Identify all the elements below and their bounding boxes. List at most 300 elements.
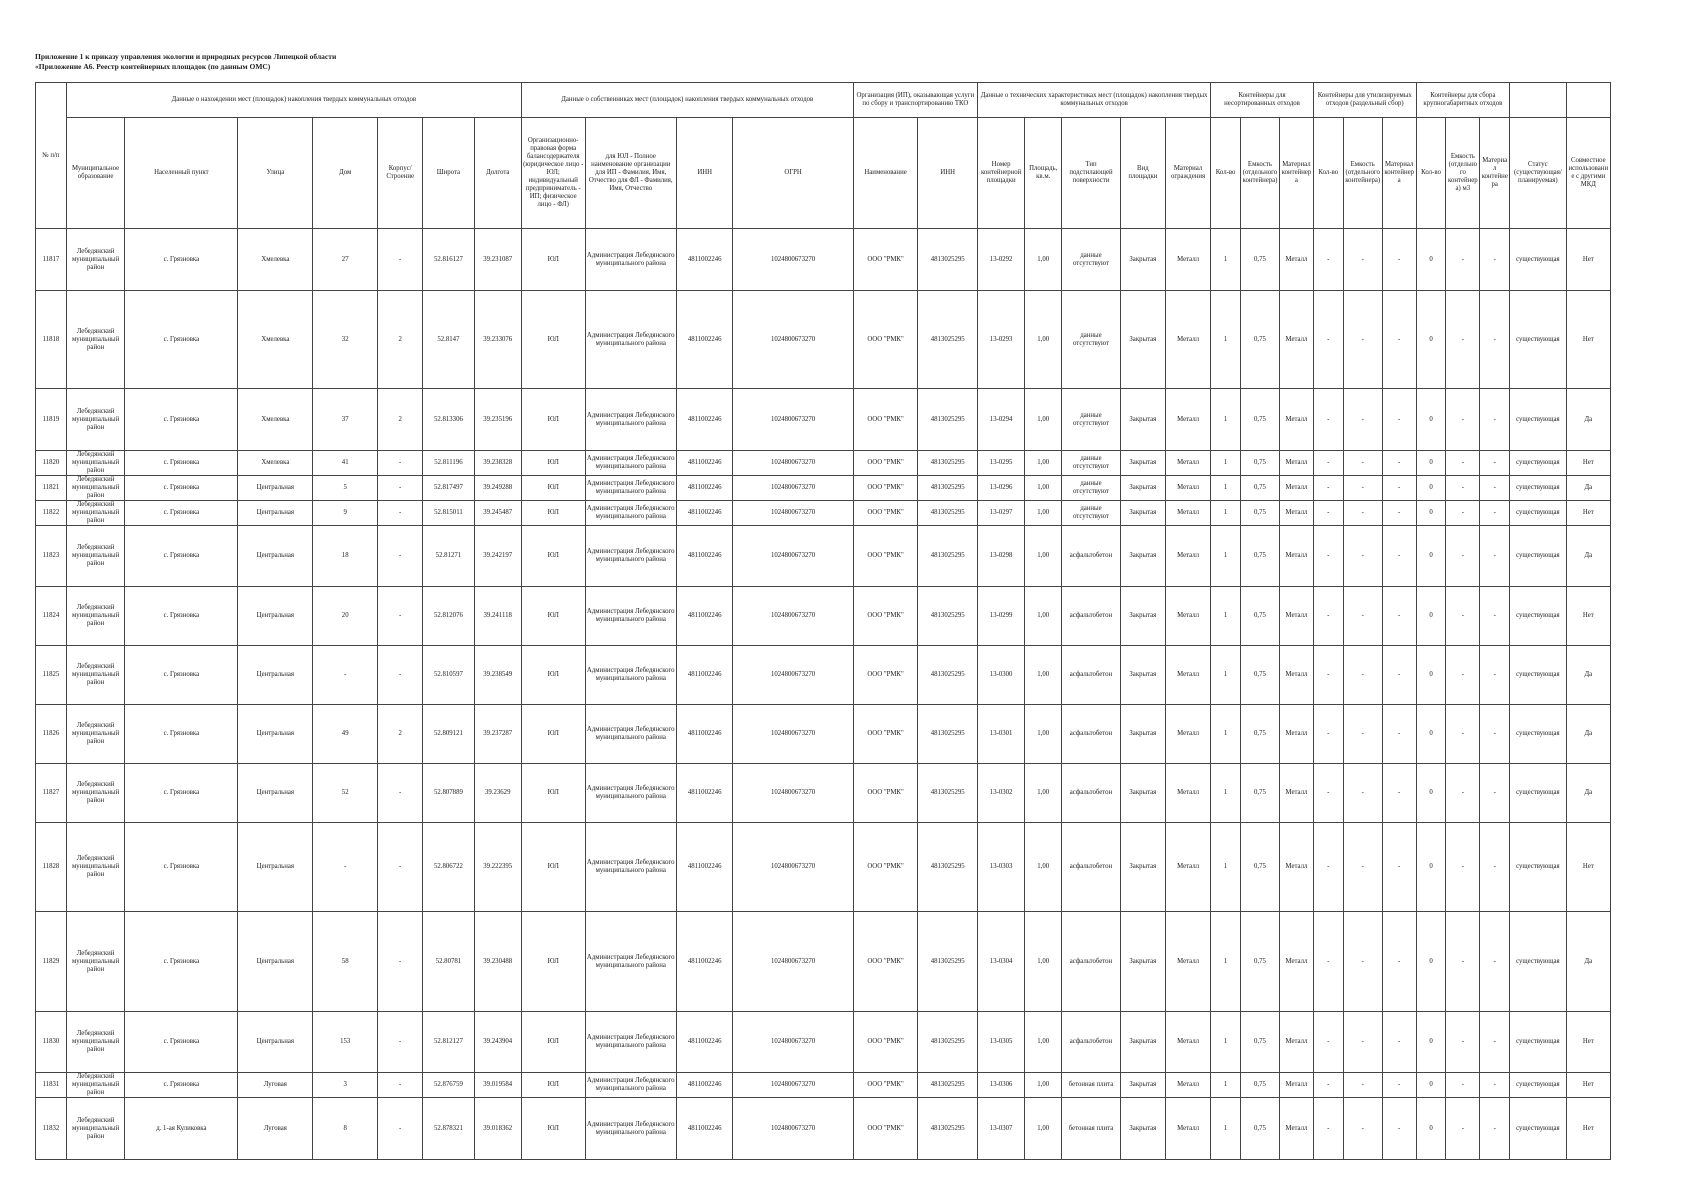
cell-mo: Лебедянский муниципальный район [66, 291, 125, 389]
cell-v1: 0,75 [1240, 646, 1279, 705]
cell-v2: - [1343, 389, 1382, 451]
cell-site: 13-0298 [978, 526, 1025, 587]
cell-m2: - [1382, 291, 1416, 389]
cell-form: ЮЛ [521, 823, 585, 912]
cell-m1: Металл [1279, 1098, 1313, 1160]
group-header-technical: Данные о технических характеристиках мест (площадок) накопления твердых коммунальных отходов [978, 83, 1211, 118]
cell-surf: данные отсутствуют [1062, 451, 1121, 476]
cell-m1: Металл [1279, 587, 1313, 646]
cell-site: 13-0299 [978, 587, 1025, 646]
cell-street: Центральная [238, 912, 313, 1012]
cell-v2: - [1343, 1012, 1382, 1073]
cell-m3: - [1480, 526, 1510, 587]
cell-inn: 4811002246 [676, 1098, 733, 1160]
cell-c1: 1 [1211, 646, 1241, 705]
col-header-building: Корпус/Строение [378, 118, 423, 229]
cell-lat: 52.806722 [423, 823, 474, 912]
cell-owner: Администрация Лебедянского муниципального района [585, 476, 676, 501]
cell-area: 1,00 [1025, 587, 1062, 646]
cell-c1: 1 [1211, 1098, 1241, 1160]
cell-shared: Нет [1566, 501, 1610, 526]
cell-bld: - [378, 1098, 423, 1160]
cell-type: Закрытая [1120, 501, 1165, 526]
col-header-fence: Материал ограждения [1165, 118, 1210, 229]
cell-c1: 1 [1211, 587, 1241, 646]
cell-owner: Администрация Лебедянского муниципального района [585, 1012, 676, 1073]
cell-street: Центральная [238, 823, 313, 912]
cell-m3: - [1480, 389, 1510, 451]
cell-ogrn: 1024800673270 [733, 764, 853, 823]
cell-c1: 1 [1211, 705, 1241, 764]
cell-ogrn: 1024800673270 [733, 389, 853, 451]
cell-street: Центральная [238, 476, 313, 501]
cell-fence: Металл [1165, 705, 1210, 764]
cell-inn: 4811002246 [676, 229, 733, 291]
cell-street: Центральная [238, 764, 313, 823]
cell-bld: - [378, 229, 423, 291]
cell-surf: данные отсутствуют [1062, 389, 1121, 451]
cell-site: 13-0304 [978, 912, 1025, 1012]
cell-type: Закрытая [1120, 705, 1165, 764]
cell-opinn: 4813025295 [918, 823, 978, 912]
cell-m3: - [1480, 476, 1510, 501]
cell-fence: Металл [1165, 389, 1210, 451]
cell-mo: Лебедянский муниципальный район [66, 229, 125, 291]
cell-c1: 1 [1211, 1073, 1241, 1098]
cell-op: ООО "РМК" [853, 389, 918, 451]
cell-c1: 1 [1211, 291, 1241, 389]
cell-form: ЮЛ [521, 646, 585, 705]
cell-c3: 0 [1416, 587, 1446, 646]
cell-num: 11818 [36, 291, 67, 389]
cell-np: с. Грязновка [125, 526, 238, 587]
cell-v3: - [1446, 1073, 1480, 1098]
cell-mo: Лебедянский муниципальный район [66, 526, 125, 587]
cell-v1: 0,75 [1240, 1012, 1279, 1073]
cell-c1: 1 [1211, 912, 1241, 1012]
cell-v1: 0,75 [1240, 501, 1279, 526]
cell-num: 11824 [36, 587, 67, 646]
cell-m3: - [1480, 912, 1510, 1012]
cell-form: ЮЛ [521, 501, 585, 526]
table-body [36, 229, 1611, 1160]
cell-status: существующая [1510, 476, 1567, 501]
table-row [36, 1098, 1611, 1160]
group-header-location: Данные о нахождении мест (площадок) накопления твердых коммунальных отходов [66, 83, 521, 118]
cell-owner: Администрация Лебедянского муниципального района [585, 823, 676, 912]
cell-lon: 39.249288 [474, 476, 521, 501]
cell-site: 13-0303 [978, 823, 1025, 912]
cell-type: Закрытая [1120, 764, 1165, 823]
cell-inn: 4811002246 [676, 451, 733, 476]
cell-lat: 52.878321 [423, 1098, 474, 1160]
cell-bld: - [378, 1073, 423, 1098]
col-header-number: № п/п [36, 83, 67, 229]
cell-v1: 0,75 [1240, 587, 1279, 646]
cell-op: ООО "РМК" [853, 1073, 918, 1098]
cell-lon: 39.230488 [474, 912, 521, 1012]
cell-inn: 4811002246 [676, 389, 733, 451]
cell-mo: Лебедянский муниципальный район [66, 705, 125, 764]
cell-m2: - [1382, 912, 1416, 1012]
cell-opinn: 4813025295 [918, 1098, 978, 1160]
cell-opinn: 4813025295 [918, 912, 978, 1012]
cell-v2: - [1343, 291, 1382, 389]
cell-op: ООО "РМК" [853, 764, 918, 823]
cell-c3: 0 [1416, 823, 1446, 912]
cell-v2: - [1343, 1098, 1382, 1160]
cell-ogrn: 1024800673270 [733, 451, 853, 476]
cell-ogrn: 1024800673270 [733, 705, 853, 764]
cell-house: 153 [313, 1012, 378, 1073]
cell-type: Закрытая [1120, 291, 1165, 389]
col-header-municipality: Муниципальное образование [66, 118, 125, 229]
cell-bld: - [378, 476, 423, 501]
cell-opinn: 4813025295 [918, 587, 978, 646]
cell-bld: - [378, 823, 423, 912]
cell-owner: Администрация Лебедянского муниципального района [585, 705, 676, 764]
cell-v1: 0,75 [1240, 291, 1279, 389]
cell-ogrn: 1024800673270 [733, 1012, 853, 1073]
cell-house: - [313, 823, 378, 912]
cell-v3: - [1446, 705, 1480, 764]
cell-bld: 2 [378, 389, 423, 451]
col-header-org-form: Организационно-правовая форма балансодержателя (юридическое лицо - ЮЛ; индивидуальный предприниматель - ИП; физическое лицо - ФЛ) [521, 118, 585, 229]
cell-owner: Администрация Лебедянского муниципального района [585, 501, 676, 526]
cell-v3: - [1446, 912, 1480, 1012]
cell-site: 13-0296 [978, 476, 1025, 501]
cell-v1: 0,75 [1240, 705, 1279, 764]
cell-inn: 4811002246 [676, 291, 733, 389]
cell-site: 13-0301 [978, 705, 1025, 764]
col-header-latitude: Широта [423, 118, 474, 229]
cell-c3: 0 [1416, 912, 1446, 1012]
cell-np: с. Грязновка [125, 646, 238, 705]
cell-ogrn: 1024800673270 [733, 646, 853, 705]
cell-m3: - [1480, 705, 1510, 764]
cell-c3: 0 [1416, 1012, 1446, 1073]
cell-shared: Да [1566, 764, 1610, 823]
cell-np: с. Грязновка [125, 476, 238, 501]
cell-status: существующая [1510, 526, 1567, 587]
cell-owner: Администрация Лебедянского муниципального района [585, 1098, 676, 1160]
cell-opinn: 4813025295 [918, 1012, 978, 1073]
cell-c3: 0 [1416, 705, 1446, 764]
cell-m2: - [1382, 389, 1416, 451]
table-row [36, 526, 1611, 587]
cell-v3: - [1446, 587, 1480, 646]
cell-surf: асфальтобетон [1062, 646, 1121, 705]
cell-mo: Лебедянский муниципальный район [66, 1012, 125, 1073]
cell-np: с. Грязновка [125, 1012, 238, 1073]
cell-v1: 0,75 [1240, 476, 1279, 501]
cell-shared: Нет [1566, 291, 1610, 389]
cell-type: Закрытая [1120, 823, 1165, 912]
cell-opinn: 4813025295 [918, 229, 978, 291]
cell-area: 1,00 [1025, 912, 1062, 1012]
cell-site: 13-0295 [978, 451, 1025, 476]
cell-c1: 1 [1211, 451, 1241, 476]
cell-mo: Лебедянский муниципальный район [66, 646, 125, 705]
cell-house: 27 [313, 229, 378, 291]
cell-house: - [313, 646, 378, 705]
cell-m3: - [1480, 451, 1510, 476]
col-header-status: Статус (существующая/планируемая) [1510, 118, 1567, 229]
cell-op: ООО "РМК" [853, 526, 918, 587]
table-row [36, 587, 1611, 646]
cell-owner: Администрация Лебедянского муниципального района [585, 764, 676, 823]
document-header [35, 52, 336, 72]
cell-m3: - [1480, 764, 1510, 823]
cell-c3: 0 [1416, 291, 1446, 389]
cell-num: 11820 [36, 451, 67, 476]
cell-m1: Металл [1279, 912, 1313, 1012]
cell-c2: - [1313, 291, 1343, 389]
cell-shared: Да [1566, 705, 1610, 764]
cell-inn: 4811002246 [676, 764, 733, 823]
cell-fence: Металл [1165, 1073, 1210, 1098]
cell-lon: 39.222395 [474, 823, 521, 912]
cell-shared: Да [1566, 912, 1610, 1012]
cell-lat: 52.8147 [423, 291, 474, 389]
cell-fence: Металл [1165, 764, 1210, 823]
col-header-street: Улица [238, 118, 313, 229]
cell-v1: 0,75 [1240, 1098, 1279, 1160]
cell-m2: - [1382, 646, 1416, 705]
cell-m2: - [1382, 451, 1416, 476]
cell-op: ООО "РМК" [853, 451, 918, 476]
cell-surf: данные отсутствуют [1062, 229, 1121, 291]
cell-v2: - [1343, 501, 1382, 526]
cell-c3: 0 [1416, 389, 1446, 451]
group-header-owners: Данные о собственниках мест (площадок) накопления твердых коммунальных отходов [521, 83, 853, 118]
cell-m1: Металл [1279, 501, 1313, 526]
cell-v3: - [1446, 451, 1480, 476]
cell-inn: 4811002246 [676, 705, 733, 764]
cell-num: 11831 [36, 1073, 67, 1098]
cell-fence: Металл [1165, 451, 1210, 476]
cell-m3: - [1480, 823, 1510, 912]
cell-type: Закрытая [1120, 1012, 1165, 1073]
cell-shared: Нет [1566, 1073, 1610, 1098]
cell-owner: Администрация Лебедянского муниципального района [585, 912, 676, 1012]
cell-v1: 0,75 [1240, 526, 1279, 587]
col-header-house: Дом [313, 118, 378, 229]
cell-status: существующая [1510, 451, 1567, 476]
cell-type: Закрытая [1120, 912, 1165, 1012]
cell-status: существующая [1510, 1098, 1567, 1160]
col-header-separate-material: Материал контейнера [1382, 118, 1416, 229]
cell-np: с. Грязновка [125, 229, 238, 291]
cell-site: 13-0297 [978, 501, 1025, 526]
cell-fence: Металл [1165, 476, 1210, 501]
cell-bld: - [378, 1012, 423, 1073]
cell-m1: Металл [1279, 646, 1313, 705]
group-header-operator: Организация (ИП), оказывающая услуги по сбору и транспортированию ТКО [853, 83, 977, 118]
cell-m1: Металл [1279, 764, 1313, 823]
cell-m1: Металл [1279, 1073, 1313, 1098]
cell-opinn: 4813025295 [918, 1073, 978, 1098]
cell-lat: 52.810597 [423, 646, 474, 705]
cell-m2: - [1382, 1073, 1416, 1098]
cell-shared: Нет [1566, 587, 1610, 646]
table-group-header-row [36, 83, 1611, 118]
cell-area: 1,00 [1025, 476, 1062, 501]
col-header-surface: Тип подстилающей поверхности [1062, 118, 1121, 229]
cell-num: 11832 [36, 1098, 67, 1160]
cell-opinn: 4813025295 [918, 764, 978, 823]
cell-lon: 39.233076 [474, 291, 521, 389]
table-row [36, 823, 1611, 912]
cell-op: ООО "РМК" [853, 587, 918, 646]
cell-lon: 39.241118 [474, 587, 521, 646]
cell-c3: 0 [1416, 526, 1446, 587]
cell-street: Хмелевка [238, 229, 313, 291]
col-header-site-number: Номер контейнерной площадки [978, 118, 1025, 229]
cell-op: ООО "РМК" [853, 1098, 918, 1160]
cell-c1: 1 [1211, 476, 1241, 501]
cell-status: существующая [1510, 1073, 1567, 1098]
cell-c3: 0 [1416, 646, 1446, 705]
cell-m1: Металл [1279, 229, 1313, 291]
cell-bld: - [378, 912, 423, 1012]
cell-v1: 0,75 [1240, 1073, 1279, 1098]
cell-owner: Администрация Лебедянского муниципального района [585, 1073, 676, 1098]
cell-surf: бетонная плита [1062, 1098, 1121, 1160]
cell-op: ООО "РМК" [853, 912, 918, 1012]
cell-area: 1,00 [1025, 291, 1062, 389]
table-row [36, 476, 1611, 501]
cell-num: 11829 [36, 912, 67, 1012]
cell-fence: Металл [1165, 1098, 1210, 1160]
cell-v3: - [1446, 291, 1480, 389]
cell-v3: - [1446, 764, 1480, 823]
cell-v1: 0,75 [1240, 823, 1279, 912]
cell-bld: - [378, 501, 423, 526]
cell-m3: - [1480, 587, 1510, 646]
cell-m2: - [1382, 1012, 1416, 1073]
cell-np: с. Грязновка [125, 389, 238, 451]
cell-opinn: 4813025295 [918, 705, 978, 764]
cell-op: ООО "РМК" [853, 501, 918, 526]
cell-ogrn: 1024800673270 [733, 476, 853, 501]
cell-num: 11827 [36, 764, 67, 823]
cell-type: Закрытая [1120, 1073, 1165, 1098]
col-header-operator-inn: ИНН [918, 118, 978, 229]
cell-inn: 4811002246 [676, 476, 733, 501]
cell-surf: асфальтобетон [1062, 705, 1121, 764]
cell-mo: Лебедянский муниципальный район [66, 389, 125, 451]
col-header-separate-volume: Емкость (отдельного контейнера) [1343, 118, 1382, 229]
cell-c2: - [1313, 1098, 1343, 1160]
cell-surf: асфальтобетон [1062, 1012, 1121, 1073]
cell-fence: Металл [1165, 526, 1210, 587]
cell-fence: Металл [1165, 501, 1210, 526]
cell-area: 1,00 [1025, 646, 1062, 705]
cell-num: 11817 [36, 229, 67, 291]
cell-lat: 52.812127 [423, 1012, 474, 1073]
cell-type: Закрытая [1120, 587, 1165, 646]
cell-house: 37 [313, 389, 378, 451]
cell-lon: 39.238328 [474, 451, 521, 476]
table-row [36, 1012, 1611, 1073]
cell-street: Центральная [238, 705, 313, 764]
cell-lat: 52.80781 [423, 912, 474, 1012]
cell-area: 1,00 [1025, 526, 1062, 587]
cell-c3: 0 [1416, 1073, 1446, 1098]
cell-ogrn: 1024800673270 [733, 501, 853, 526]
cell-form: ЮЛ [521, 291, 585, 389]
cell-c2: - [1313, 229, 1343, 291]
cell-status: существующая [1510, 1012, 1567, 1073]
cell-area: 1,00 [1025, 1098, 1062, 1160]
cell-c2: - [1313, 1012, 1343, 1073]
cell-v3: - [1446, 501, 1480, 526]
col-header-ogrn: ОГРН [733, 118, 853, 229]
cell-bld: 2 [378, 705, 423, 764]
cell-v3: - [1446, 229, 1480, 291]
cell-site: 13-0293 [978, 291, 1025, 389]
cell-fence: Металл [1165, 912, 1210, 1012]
cell-site: 13-0300 [978, 646, 1025, 705]
cell-type: Закрытая [1120, 451, 1165, 476]
cell-shared: Нет [1566, 451, 1610, 476]
cell-m1: Металл [1279, 476, 1313, 501]
cell-v1: 0,75 [1240, 451, 1279, 476]
cell-v3: - [1446, 1012, 1480, 1073]
cell-lon: 39.237287 [474, 705, 521, 764]
cell-area: 1,00 [1025, 229, 1062, 291]
cell-status: существующая [1510, 764, 1567, 823]
cell-house: 5 [313, 476, 378, 501]
cell-form: ЮЛ [521, 229, 585, 291]
cell-status: существующая [1510, 646, 1567, 705]
cell-house: 49 [313, 705, 378, 764]
cell-area: 1,00 [1025, 1012, 1062, 1073]
cell-inn: 4811002246 [676, 912, 733, 1012]
cell-c1: 1 [1211, 389, 1241, 451]
cell-bld: - [378, 526, 423, 587]
cell-status: существующая [1510, 229, 1567, 291]
cell-m3: - [1480, 501, 1510, 526]
col-header-operator-name: Наименование [853, 118, 918, 229]
header-line-1: Приложение 1 к приказу управления экологии и природных ресурсов Липецкой области [35, 52, 337, 61]
cell-m3: - [1480, 291, 1510, 389]
cell-shared: Нет [1566, 229, 1610, 291]
header-line-2: «Приложение А6. Реестр контейнерных площадок (по данным ОМС) [35, 62, 271, 71]
cell-form: ЮЛ [521, 451, 585, 476]
cell-type: Закрытая [1120, 1098, 1165, 1160]
cell-street: Центральная [238, 526, 313, 587]
cell-type: Закрытая [1120, 646, 1165, 705]
cell-m2: - [1382, 764, 1416, 823]
cell-street: Центральная [238, 501, 313, 526]
cell-ogrn: 1024800673270 [733, 1073, 853, 1098]
cell-mo: Лебедянский муниципальный район [66, 764, 125, 823]
cell-lat: 52.812076 [423, 587, 474, 646]
cell-bld: - [378, 764, 423, 823]
cell-c3: 0 [1416, 501, 1446, 526]
cell-opinn: 4813025295 [918, 526, 978, 587]
cell-lon: 39.018362 [474, 1098, 521, 1160]
cell-shared: Да [1566, 526, 1610, 587]
cell-house: 9 [313, 501, 378, 526]
cell-lat: 52.807889 [423, 764, 474, 823]
cell-mo: Лебедянский муниципальный район [66, 587, 125, 646]
cell-house: 18 [313, 526, 378, 587]
cell-area: 1,00 [1025, 764, 1062, 823]
cell-v2: - [1343, 526, 1382, 587]
